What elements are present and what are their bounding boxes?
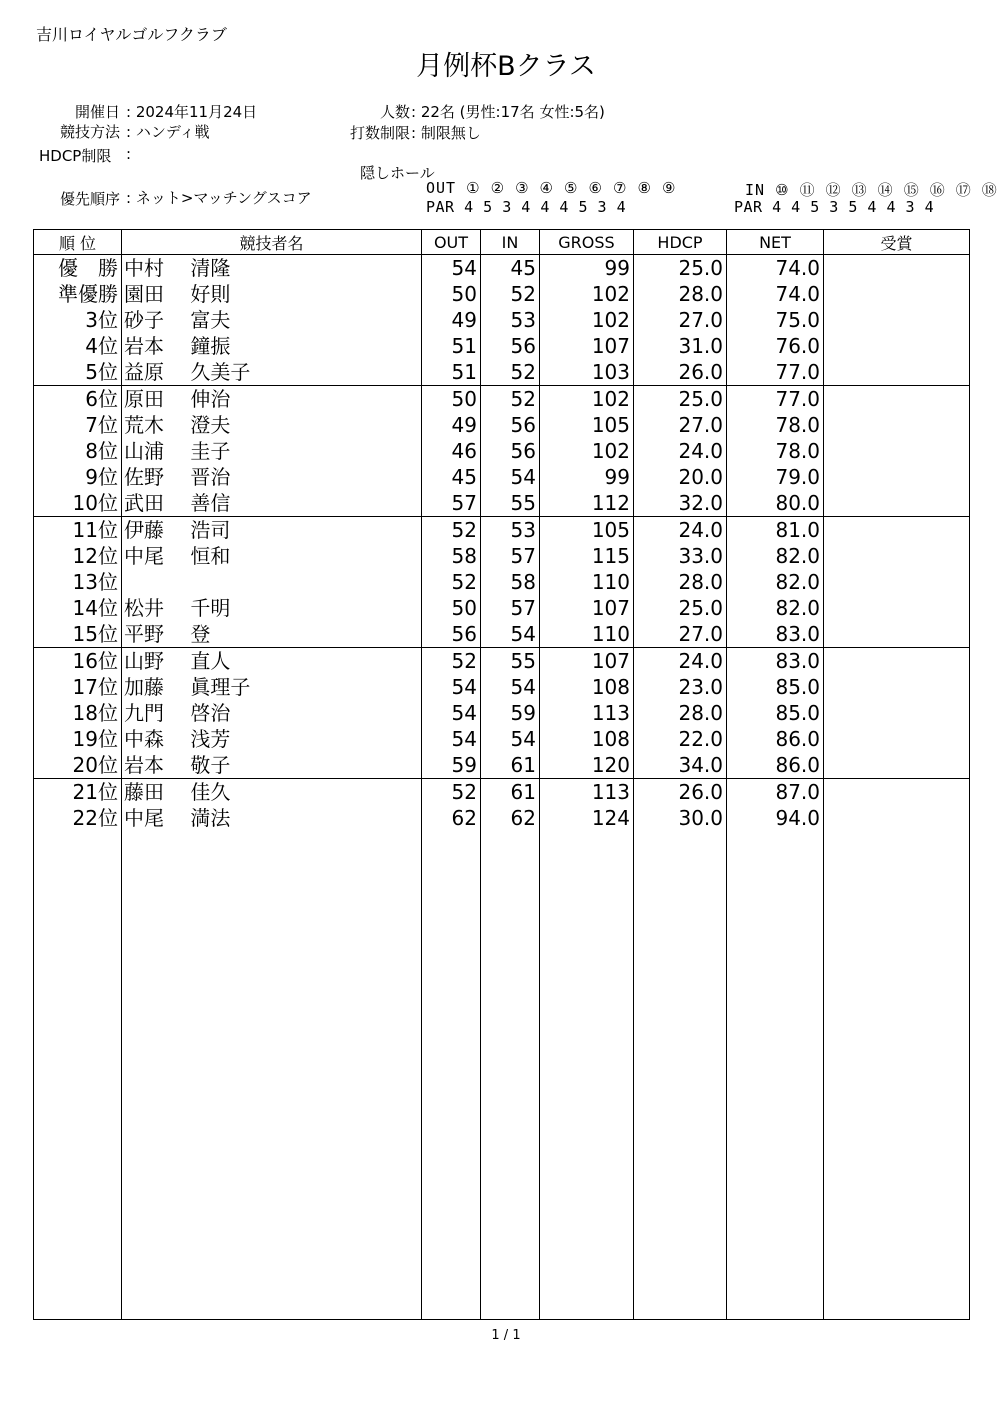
cell-out: 54: [422, 726, 481, 752]
cell-rank: 4位: [34, 333, 122, 359]
cell-in: 55: [481, 490, 540, 517]
cell-hdcp: 26.0: [634, 359, 727, 386]
cell-award: [824, 543, 970, 569]
cell-hdcp: 24.0: [634, 648, 727, 675]
cell-award: [824, 412, 970, 438]
cell-out: 51: [422, 333, 481, 359]
hdcp-limit-value: :: [126, 145, 132, 163]
col-in: IN: [481, 230, 540, 255]
out-par: PAR 4 5 3 4 4 4 5 3 4: [426, 198, 627, 216]
cell-net: 82.0: [727, 569, 824, 595]
cell-gross: 102: [540, 386, 634, 413]
cell-in: 54: [481, 621, 540, 648]
cell-award: [824, 255, 970, 282]
table-row: [34, 700, 970, 726]
cell-out: 46: [422, 438, 481, 464]
cell-gross: 102: [540, 307, 634, 333]
cell-hdcp: 27.0: [634, 621, 727, 648]
page-title: 月例杯Bクラス: [416, 51, 596, 82]
cell-net: 85.0: [727, 700, 824, 726]
cell-in: 52: [481, 386, 540, 413]
col-rank: 順 位: [34, 230, 122, 255]
cell-gross: 108: [540, 674, 634, 700]
cell-hdcp: 34.0: [634, 752, 727, 779]
cell-rank: 15位: [34, 621, 122, 648]
table-row: [34, 359, 970, 386]
table-header-row: [34, 230, 970, 255]
cell-net: 83.0: [727, 648, 824, 675]
cell-in: 61: [481, 779, 540, 806]
cell-rank: 21位: [34, 779, 122, 806]
cell-hdcp: 25.0: [634, 595, 727, 621]
cell-net: 94.0: [727, 805, 824, 831]
cell-hdcp: 25.0: [634, 386, 727, 413]
table-row: [34, 621, 970, 648]
priority-value: : ネット>マッチングスコア: [126, 189, 312, 207]
cell-gross: 105: [540, 412, 634, 438]
cell-net: 86.0: [727, 726, 824, 752]
cell-hdcp: 24.0: [634, 438, 727, 464]
cell-name: 伊藤 浩司: [122, 517, 422, 544]
cell-rank: 9位: [34, 464, 122, 490]
filler-cell: [34, 831, 122, 1320]
cell-out: 52: [422, 779, 481, 806]
cell-out: 50: [422, 386, 481, 413]
cell-hdcp: 26.0: [634, 779, 727, 806]
cell-gross: 103: [540, 359, 634, 386]
cell-net: 80.0: [727, 490, 824, 517]
filler-cell: [481, 831, 540, 1320]
cell-in: 54: [481, 464, 540, 490]
filler-cell: [422, 831, 481, 1320]
table-filler-row: [34, 831, 970, 1320]
cell-rank: 19位: [34, 726, 122, 752]
cell-in: 62: [481, 805, 540, 831]
cell-in: 56: [481, 438, 540, 464]
cell-net: 77.0: [727, 359, 824, 386]
cell-out: 59: [422, 752, 481, 779]
cell-award: [824, 517, 970, 544]
cell-rank: 6位: [34, 386, 122, 413]
cell-award: [824, 386, 970, 413]
cell-rank: 12位: [34, 543, 122, 569]
cell-in: 56: [481, 412, 540, 438]
cell-net: 78.0: [727, 438, 824, 464]
cell-rank: 20位: [34, 752, 122, 779]
cell-out: 57: [422, 490, 481, 517]
cell-hdcp: 27.0: [634, 412, 727, 438]
col-gross: GROSS: [540, 230, 634, 255]
in-holes: IN ⑩ ⑪ ⑫ ⑬ ⑭ ⑮ ⑯ ⑰ ⑱: [745, 181, 998, 199]
count-value: : 22名 (男性:17名 女性:5名): [411, 103, 605, 121]
page-number: 1 / 1: [491, 1328, 521, 1343]
cell-out: 45: [422, 464, 481, 490]
cell-in: 56: [481, 333, 540, 359]
cell-in: 57: [481, 543, 540, 569]
cell-net: 77.0: [727, 386, 824, 413]
table-row: [34, 517, 970, 544]
cell-award: [824, 726, 970, 752]
cell-out: 49: [422, 412, 481, 438]
cell-hdcp: 25.0: [634, 255, 727, 282]
cell-hdcp: 28.0: [634, 700, 727, 726]
col-hdcp: HDCP: [634, 230, 727, 255]
cell-out: 62: [422, 805, 481, 831]
cell-name: 砂子 富夫: [122, 307, 422, 333]
cell-award: [824, 621, 970, 648]
cell-net: 75.0: [727, 307, 824, 333]
cell-rank: 18位: [34, 700, 122, 726]
cell-gross: 124: [540, 805, 634, 831]
club-name: 吉川ロイヤルゴルフクラブ: [36, 25, 227, 44]
table-row: [34, 307, 970, 333]
cell-gross: 113: [540, 700, 634, 726]
cell-award: [824, 281, 970, 307]
cell-gross: 110: [540, 569, 634, 595]
cell-award: [824, 333, 970, 359]
cell-name: 加藤 眞理子: [122, 674, 422, 700]
table-row: [34, 255, 970, 282]
cell-name: 中尾 恒和: [122, 543, 422, 569]
cell-name: [122, 569, 422, 595]
filler-cell: [540, 831, 634, 1320]
cell-name: 園田 好則: [122, 281, 422, 307]
cell-rank: 13位: [34, 569, 122, 595]
cell-gross: 102: [540, 281, 634, 307]
cell-net: 82.0: [727, 595, 824, 621]
cell-net: 86.0: [727, 752, 824, 779]
cell-award: [824, 359, 970, 386]
cell-gross: 120: [540, 752, 634, 779]
table-row: [34, 386, 970, 413]
cell-in: 54: [481, 674, 540, 700]
cell-award: [824, 569, 970, 595]
cell-out: 56: [422, 621, 481, 648]
cell-award: [824, 674, 970, 700]
cell-name: 藤田 佳久: [122, 779, 422, 806]
cell-gross: 99: [540, 464, 634, 490]
cell-net: 78.0: [727, 412, 824, 438]
cell-gross: 107: [540, 333, 634, 359]
cell-net: 74.0: [727, 281, 824, 307]
cell-out: 52: [422, 569, 481, 595]
cell-in: 54: [481, 726, 540, 752]
col-name: 競技者名: [122, 230, 422, 255]
cell-out: 51: [422, 359, 481, 386]
cell-award: [824, 464, 970, 490]
cell-name: 平野 登: [122, 621, 422, 648]
cell-gross: 112: [540, 490, 634, 517]
cell-gross: 115: [540, 543, 634, 569]
table-row: [34, 438, 970, 464]
cell-hdcp: 20.0: [634, 464, 727, 490]
cell-name: 山野 直人: [122, 648, 422, 675]
cell-in: 57: [481, 595, 540, 621]
cell-gross: 110: [540, 621, 634, 648]
col-award: 受賞: [824, 230, 970, 255]
date-value: : 2024年11月24日: [126, 103, 258, 121]
count-label: 人数: [379, 103, 410, 121]
cell-award: [824, 648, 970, 675]
table-row: [34, 412, 970, 438]
cell-award: [824, 438, 970, 464]
cell-in: 52: [481, 359, 540, 386]
cell-out: 54: [422, 255, 481, 282]
cell-gross: 99: [540, 255, 634, 282]
cell-hdcp: 22.0: [634, 726, 727, 752]
cell-net: 81.0: [727, 517, 824, 544]
table-row: [34, 726, 970, 752]
cell-award: [824, 752, 970, 779]
filler-cell: [122, 831, 422, 1320]
cell-hdcp: 27.0: [634, 307, 727, 333]
cell-net: 87.0: [727, 779, 824, 806]
method-value: : ハンディ戦: [126, 123, 210, 141]
cell-in: 53: [481, 307, 540, 333]
cell-hdcp: 23.0: [634, 674, 727, 700]
cell-net: 76.0: [727, 333, 824, 359]
cell-net: 85.0: [727, 674, 824, 700]
cell-award: [824, 805, 970, 831]
cell-rank: 優 勝: [34, 255, 122, 282]
cell-gross: 113: [540, 779, 634, 806]
cell-in: 52: [481, 281, 540, 307]
cell-out: 54: [422, 674, 481, 700]
cell-out: 50: [422, 281, 481, 307]
cell-out: 52: [422, 517, 481, 544]
cell-hdcp: 30.0: [634, 805, 727, 831]
table-row: [34, 595, 970, 621]
cell-name: 岩本 敬子: [122, 752, 422, 779]
cell-rank: 5位: [34, 359, 122, 386]
table-row: [34, 281, 970, 307]
cell-award: [824, 490, 970, 517]
filler-cell: [824, 831, 970, 1320]
cell-name: 松井 千明: [122, 595, 422, 621]
cell-in: 58: [481, 569, 540, 595]
cell-hdcp: 28.0: [634, 281, 727, 307]
cell-hdcp: 31.0: [634, 333, 727, 359]
cell-out: 49: [422, 307, 481, 333]
cell-net: 79.0: [727, 464, 824, 490]
cell-award: [824, 595, 970, 621]
cell-name: 中尾 満法: [122, 805, 422, 831]
results-table: [33, 229, 970, 1320]
cell-name: 中村 清隆: [122, 255, 422, 282]
cell-in: 53: [481, 517, 540, 544]
cell-name: 佐野 晋治: [122, 464, 422, 490]
stroke-limit-label: 打数制限: [349, 124, 410, 142]
cell-award: [824, 700, 970, 726]
col-net: NET: [727, 230, 824, 255]
cell-name: 九門 啓治: [122, 700, 422, 726]
cell-rank: 16位: [34, 648, 122, 675]
cell-hdcp: 28.0: [634, 569, 727, 595]
cell-rank: 準優勝: [34, 281, 122, 307]
table-row: [34, 543, 970, 569]
cell-net: 74.0: [727, 255, 824, 282]
cell-name: 原田 伸治: [122, 386, 422, 413]
cell-rank: 3位: [34, 307, 122, 333]
filler-cell: [727, 831, 824, 1320]
cell-rank: 7位: [34, 412, 122, 438]
hidden-hole-label: 隠しホール: [360, 164, 435, 182]
cell-name: 中森 浅芳: [122, 726, 422, 752]
cell-rank: 22位: [34, 805, 122, 831]
cell-rank: 11位: [34, 517, 122, 544]
out-holes: OUT ① ② ③ ④ ⑤ ⑥ ⑦ ⑧ ⑨: [426, 179, 677, 197]
cell-award: [824, 307, 970, 333]
cell-out: 50: [422, 595, 481, 621]
cell-out: 52: [422, 648, 481, 675]
cell-gross: 105: [540, 517, 634, 544]
cell-hdcp: 33.0: [634, 543, 727, 569]
cell-out: 58: [422, 543, 481, 569]
cell-gross: 102: [540, 438, 634, 464]
cell-gross: 108: [540, 726, 634, 752]
col-out: OUT: [422, 230, 481, 255]
cell-in: 59: [481, 700, 540, 726]
cell-in: 61: [481, 752, 540, 779]
table-row: [34, 333, 970, 359]
in-par: PAR 4 4 5 3 5 4 4 3 4: [734, 198, 935, 216]
table-row: [34, 490, 970, 517]
table-row: [34, 805, 970, 831]
cell-name: 山浦 圭子: [122, 438, 422, 464]
table-row: [34, 752, 970, 779]
cell-rank: 17位: [34, 674, 122, 700]
table-row: [34, 569, 970, 595]
table-row: [34, 674, 970, 700]
filler-cell: [634, 831, 727, 1320]
table-row: [34, 464, 970, 490]
cell-in: 55: [481, 648, 540, 675]
table-row: [34, 779, 970, 806]
cell-name: 益原 久美子: [122, 359, 422, 386]
cell-name: 荒木 澄夫: [122, 412, 422, 438]
cell-gross: 107: [540, 595, 634, 621]
stroke-limit-value: : 制限無し: [411, 124, 481, 142]
method-label: 競技方法: [59, 123, 120, 141]
cell-rank: 8位: [34, 438, 122, 464]
cell-in: 45: [481, 255, 540, 282]
cell-name: 岩本 鐘振: [122, 333, 422, 359]
cell-name: 武田 善信: [122, 490, 422, 517]
cell-award: [824, 779, 970, 806]
cell-out: 54: [422, 700, 481, 726]
cell-rank: 14位: [34, 595, 122, 621]
date-label: 開催日: [74, 103, 120, 121]
hdcp-limit-label: HDCP制限: [39, 147, 112, 165]
cell-gross: 107: [540, 648, 634, 675]
priority-label: 優先順序: [59, 190, 120, 208]
table-row: [34, 648, 970, 675]
cell-rank: 10位: [34, 490, 122, 517]
cell-hdcp: 32.0: [634, 490, 727, 517]
cell-hdcp: 24.0: [634, 517, 727, 544]
cell-net: 82.0: [727, 543, 824, 569]
cell-net: 83.0: [727, 621, 824, 648]
